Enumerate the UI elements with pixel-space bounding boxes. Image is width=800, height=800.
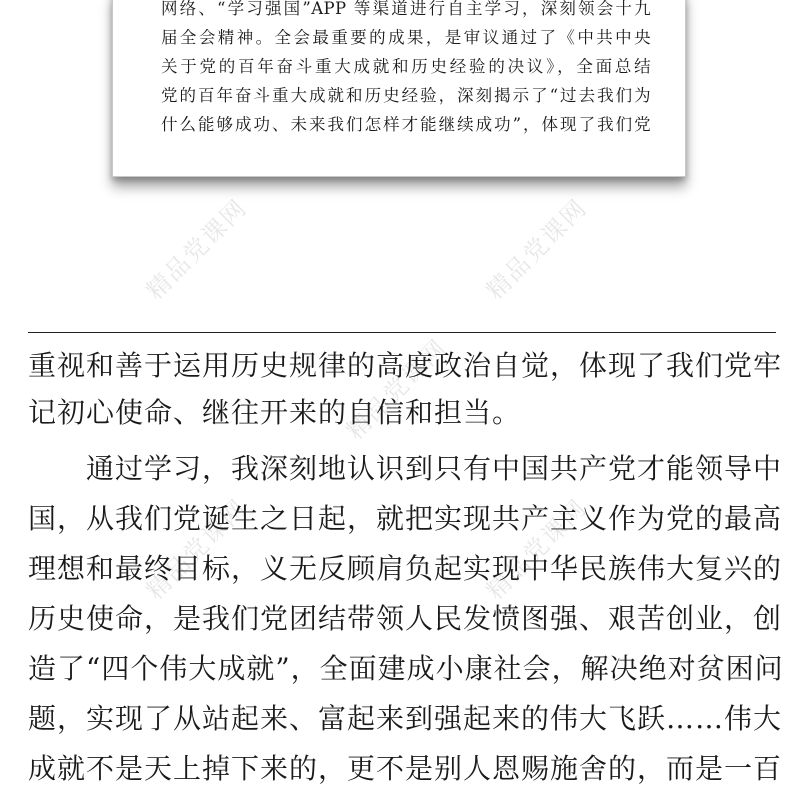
excerpt-line: 届全会精神。全会最重要的成果，是审议通过了《中共中央 [161, 28, 651, 47]
body-text-line: 造了“四个伟大成就”，全面建成小康社会，解决绝对贫困问 [28, 652, 784, 685]
body-text-line: 国，从我们党诞生之日起，就把实现共产主义作为党的最高 [28, 502, 783, 535]
body-text-line: 成就不是天上掉下来的，更不是别人恩赐施舍的，而是一百 [28, 752, 783, 785]
excerpt-line: 关于党的百年奋斗重大成就和历史经验的决议》，全面总结 [161, 57, 651, 76]
body-text-line: 重视和善于运用历史规律的高度政治自觉，体现了我们党牢 [28, 349, 783, 382]
page-separator-rule [28, 332, 776, 333]
excerpt-line: 什么能够成功、未来我们怎样才能继续成功”，体现了我们党 [161, 115, 651, 134]
watermark: 精品党课网 [140, 193, 253, 306]
document-excerpt-card [112, 0, 686, 177]
watermark: 精品党课网 [340, 333, 453, 446]
body-text-line: 历史使命，是我们党团结带领人民发愤图强、艰苦创业，创 [28, 602, 783, 635]
body-text-line: 理想和最终目标，义无反顾肩负起实现中华民族伟大复兴的 [28, 552, 783, 585]
watermark: 精品党课网 [480, 193, 593, 306]
watermark: 精品党课网 [480, 493, 593, 606]
excerpt-line: 网络、“学习强国”APP 等渠道进行自主学习，深刻领会十九 [161, 0, 651, 18]
body-text-line: 通过学习，我深刻地认识到只有中国共产党才能领导中 [28, 452, 783, 485]
watermark: 精品党课网 [140, 493, 253, 606]
body-text-line: 记初心使命、继往开来的自信和担当。 [28, 396, 522, 429]
excerpt-line: 党的百年奋斗重大成就和历史经验，深刻揭示了“过去我们为 [161, 86, 651, 105]
body-text-line: 题，实现了从站起来、富起来到强起来的伟大飞跃……伟大 [28, 702, 783, 735]
